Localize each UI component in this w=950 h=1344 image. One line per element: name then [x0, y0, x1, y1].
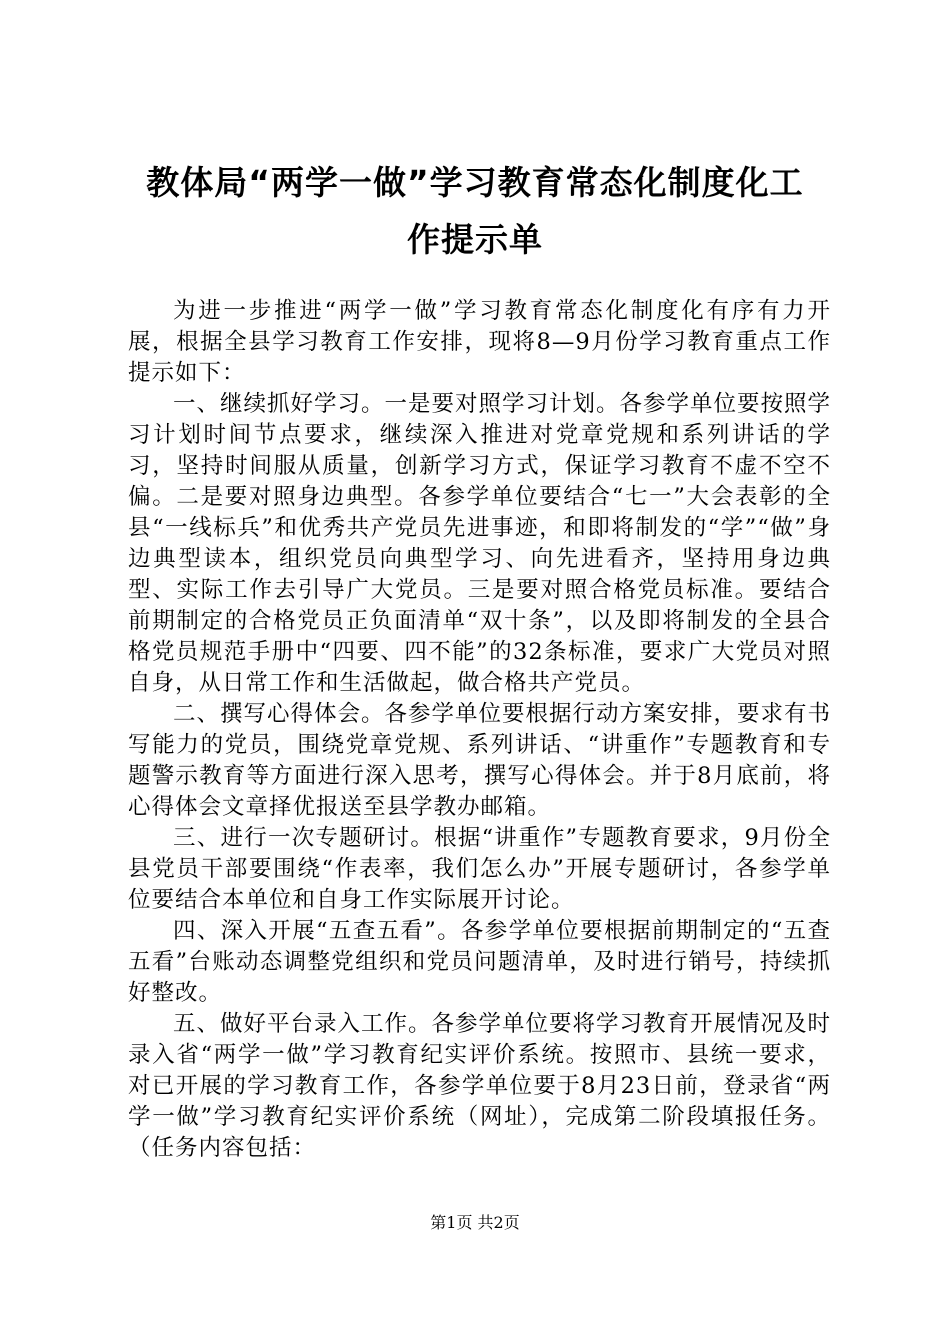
intro-paragraph: 为进一步推进“两学一做”学习教育常态化制度化有序有力开展，根据全县学习教育工作安排，现将8—9月份学习教育重点工作提示如下：	[128, 298, 831, 386]
page-number-footer: 第1页 共2页	[430, 1213, 520, 1232]
section-1-paragraph: 一、继续抓好学习。一是要对照学习计划。各参学单位要按照学习计划时间节点要求，继续深入推进对党章党规和系列讲话的学习，坚持时间服从质量，创新学习方式，保证学习教育不虚不空不偏。二是要对照身边典型。各参学单位要结合“七一”大会表彰的全县“一线标兵”和优秀共产党员先进事迹，和即将制发的“学”“做”身边典型读本，组织党员向典型学习、向先进看齐，坚持用身边典型、实际工作去引导广大党员。三是要对照合格党员标准。要结合前期制定的合格党员正负面清单“双十条”，以及即将制发的全县合格党员规范手册中“四要、四不能”的32条标准，要求广大党员对照自身，从日常工作和生活做起，做合格共产党员。	[128, 391, 832, 696]
document-title-line-1: 教体局“两学一做”学习教育常态化制度化工	[146, 163, 804, 202]
document-body	[128, 296, 831, 1164]
section-2-paragraph: 二、撰写心得体会。各参学单位要根据行动方案安排，要求有书写能力的党员，围绕党章党规、系列讲话、“讲重作”专题教育和专题警示教育等方面进行深入思考，撰写心得体会。并于8月底前，将心得体会文章择优报送至县学教办邮箱。	[128, 701, 832, 820]
section-4-paragraph: 四、深入开展“五查五看”。各参学单位要根据前期制定的“五查五看”台账动态调整党组织和党员问题清单，及时进行销号，持续抓好整改。	[128, 918, 831, 1006]
document-title-line-2: 作提示单	[407, 220, 543, 259]
section-3-paragraph: 三、进行一次专题研讨。根据“讲重作”专题教育要求，9月份全县党员干部要围绕“作表率，我们怎么办”开展专题研讨，各参学单位要结合本单位和自身工作实际展开讨论。	[128, 825, 831, 913]
section-5-paragraph: 五、做好平台录入工作。各参学单位要将学习教育开展情况及时录入省“两学一做”学习教育纪实评价系统。按照市、县统一要求，对已开展的学习教育工作，各参学单位要于8月23日前，登录省“两学一做”学习教育纪实评价系统（网址），完成第二阶段填报任务。（任务内容包括：	[128, 1011, 832, 1161]
